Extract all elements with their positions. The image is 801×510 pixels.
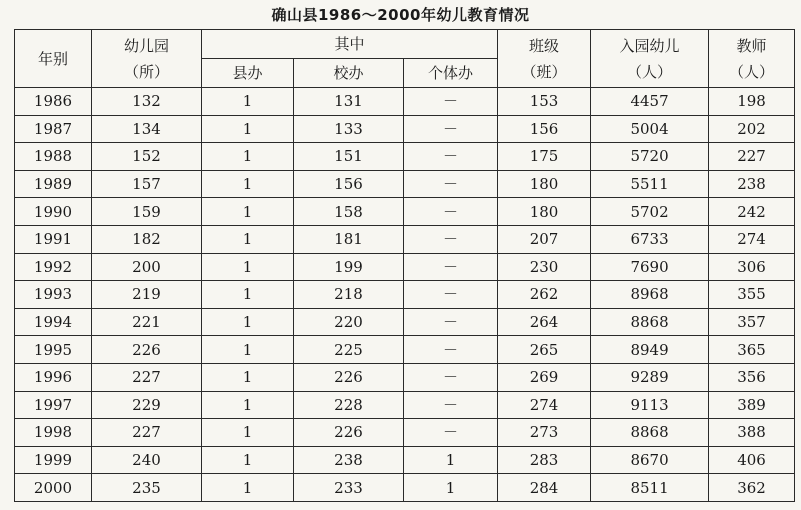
private-run-cell: － xyxy=(404,336,498,364)
kindergarten-education-table xyxy=(14,29,795,502)
private-run-cell: － xyxy=(404,198,498,226)
county-run-cell: 1 xyxy=(202,419,294,447)
school-run-cell: 151 xyxy=(294,143,404,171)
children-cell: 9289 xyxy=(591,363,709,391)
header-classes-label: 班级 xyxy=(529,36,560,55)
county-run-cell: 1 xyxy=(202,391,294,419)
year-cell: 1986 xyxy=(15,88,92,116)
teachers-cell: 238 xyxy=(709,170,795,198)
county-run-cell: 1 xyxy=(202,474,294,502)
table-row xyxy=(15,308,795,336)
school-run-cell: 131 xyxy=(294,88,404,116)
header-kindergarten-label: 幼儿园 xyxy=(123,36,169,55)
header-teachers xyxy=(709,30,795,88)
teachers-cell: 362 xyxy=(709,474,795,502)
teachers-cell: 406 xyxy=(709,446,795,474)
kindergarten-count-cell: 182 xyxy=(92,225,202,253)
children-cell: 8968 xyxy=(591,281,709,309)
kindergarten-count-cell: 159 xyxy=(92,198,202,226)
header-kindergarten-unit: （所） xyxy=(123,62,169,81)
teachers-cell: 202 xyxy=(709,115,795,143)
kindergarten-count-cell: 226 xyxy=(92,336,202,364)
teachers-cell: 227 xyxy=(709,143,795,171)
classes-cell: 230 xyxy=(498,253,591,281)
table-row xyxy=(15,225,795,253)
table-body xyxy=(15,88,795,502)
school-run-cell: 158 xyxy=(294,198,404,226)
year-cell: 1987 xyxy=(15,115,92,143)
county-run-cell: 1 xyxy=(202,253,294,281)
header-county: 县办 xyxy=(202,59,294,88)
table-title: 确山县1986～2000年幼儿教育情况 xyxy=(271,6,530,24)
year-cell: 1988 xyxy=(15,143,92,171)
school-run-cell: 220 xyxy=(294,308,404,336)
children-cell: 8868 xyxy=(591,308,709,336)
table-row xyxy=(15,446,795,474)
county-run-cell: 1 xyxy=(202,308,294,336)
classes-cell: 284 xyxy=(498,474,591,502)
table-row xyxy=(15,336,795,364)
table-header xyxy=(15,30,795,88)
kindergarten-count-cell: 157 xyxy=(92,170,202,198)
kindergarten-count-cell: 235 xyxy=(92,474,202,502)
classes-cell: 175 xyxy=(498,143,591,171)
table-row xyxy=(15,474,795,502)
table-row xyxy=(15,391,795,419)
school-run-cell: 226 xyxy=(294,419,404,447)
classes-cell: 265 xyxy=(498,336,591,364)
children-cell: 5004 xyxy=(591,115,709,143)
county-run-cell: 1 xyxy=(202,198,294,226)
county-run-cell: 1 xyxy=(202,225,294,253)
teachers-cell: 388 xyxy=(709,419,795,447)
classes-cell: 153 xyxy=(498,88,591,116)
private-run-cell: － xyxy=(404,253,498,281)
county-run-cell: 1 xyxy=(202,170,294,198)
header-among: 其中 xyxy=(202,30,498,59)
table-row xyxy=(15,170,795,198)
teachers-cell: 389 xyxy=(709,391,795,419)
kindergarten-count-cell: 227 xyxy=(92,363,202,391)
year-cell: 1995 xyxy=(15,336,92,364)
classes-cell: 156 xyxy=(498,115,591,143)
private-run-cell: 1 xyxy=(404,446,498,474)
header-private: 个体办 xyxy=(404,59,498,88)
year-cell: 1996 xyxy=(15,363,92,391)
teachers-cell: 355 xyxy=(709,281,795,309)
school-run-cell: 133 xyxy=(294,115,404,143)
header-classes-unit: （班） xyxy=(521,62,567,81)
kindergarten-count-cell: 134 xyxy=(92,115,202,143)
header-children xyxy=(591,30,709,88)
teachers-cell: 242 xyxy=(709,198,795,226)
children-cell: 5720 xyxy=(591,143,709,171)
private-run-cell: － xyxy=(404,88,498,116)
school-run-cell: 238 xyxy=(294,446,404,474)
classes-cell: 180 xyxy=(498,198,591,226)
kindergarten-count-cell: 240 xyxy=(92,446,202,474)
school-run-cell: 156 xyxy=(294,170,404,198)
classes-cell: 274 xyxy=(498,391,591,419)
classes-cell: 269 xyxy=(498,363,591,391)
children-cell: 8868 xyxy=(591,419,709,447)
table-row xyxy=(15,88,795,116)
year-cell: 1998 xyxy=(15,419,92,447)
teachers-cell: 274 xyxy=(709,225,795,253)
children-cell: 4457 xyxy=(591,88,709,116)
private-run-cell: － xyxy=(404,170,498,198)
table-row xyxy=(15,198,795,226)
private-run-cell: 1 xyxy=(404,474,498,502)
header-teachers-unit: （人） xyxy=(729,62,775,81)
children-cell: 6733 xyxy=(591,225,709,253)
county-run-cell: 1 xyxy=(202,363,294,391)
children-cell: 5511 xyxy=(591,170,709,198)
teachers-cell: 356 xyxy=(709,363,795,391)
private-run-cell: － xyxy=(404,391,498,419)
school-run-cell: 199 xyxy=(294,253,404,281)
year-cell: 1991 xyxy=(15,225,92,253)
year-cell: 1993 xyxy=(15,281,92,309)
classes-cell: 180 xyxy=(498,170,591,198)
classes-cell: 264 xyxy=(498,308,591,336)
year-cell: 1990 xyxy=(15,198,92,226)
kindergarten-count-cell: 219 xyxy=(92,281,202,309)
header-year: 年别 xyxy=(15,30,92,88)
table-row xyxy=(15,143,795,171)
header-kindergarten xyxy=(92,30,202,88)
county-run-cell: 1 xyxy=(202,336,294,364)
year-cell: 1997 xyxy=(15,391,92,419)
classes-cell: 262 xyxy=(498,281,591,309)
header-classes xyxy=(498,30,591,88)
children-cell: 8949 xyxy=(591,336,709,364)
table-row xyxy=(15,419,795,447)
private-run-cell: － xyxy=(404,308,498,336)
classes-cell: 273 xyxy=(498,419,591,447)
school-run-cell: 226 xyxy=(294,363,404,391)
kindergarten-count-cell: 200 xyxy=(92,253,202,281)
header-children-unit: （人） xyxy=(627,62,673,81)
private-run-cell: － xyxy=(404,143,498,171)
kindergarten-count-cell: 227 xyxy=(92,419,202,447)
children-cell: 7690 xyxy=(591,253,709,281)
year-cell: 1999 xyxy=(15,446,92,474)
table-row xyxy=(15,363,795,391)
header-children-label: 入园幼儿 xyxy=(619,36,680,55)
kindergarten-count-cell: 221 xyxy=(92,308,202,336)
classes-cell: 283 xyxy=(498,446,591,474)
table-row xyxy=(15,281,795,309)
kindergarten-count-cell: 132 xyxy=(92,88,202,116)
school-run-cell: 225 xyxy=(294,336,404,364)
year-cell: 2000 xyxy=(15,474,92,502)
teachers-cell: 357 xyxy=(709,308,795,336)
teachers-cell: 365 xyxy=(709,336,795,364)
private-run-cell: － xyxy=(404,115,498,143)
county-run-cell: 1 xyxy=(202,281,294,309)
table-row xyxy=(15,253,795,281)
county-run-cell: 1 xyxy=(202,446,294,474)
header-school: 校办 xyxy=(294,59,404,88)
county-run-cell: 1 xyxy=(202,88,294,116)
header-teachers-label: 教师 xyxy=(736,36,767,55)
classes-cell: 207 xyxy=(498,225,591,253)
children-cell: 9113 xyxy=(591,391,709,419)
year-cell: 1992 xyxy=(15,253,92,281)
private-run-cell: － xyxy=(404,419,498,447)
school-run-cell: 181 xyxy=(294,225,404,253)
school-run-cell: 228 xyxy=(294,391,404,419)
county-run-cell: 1 xyxy=(202,143,294,171)
teachers-cell: 198 xyxy=(709,88,795,116)
teachers-cell: 306 xyxy=(709,253,795,281)
year-cell: 1994 xyxy=(15,308,92,336)
kindergarten-count-cell: 229 xyxy=(92,391,202,419)
private-run-cell: － xyxy=(404,225,498,253)
children-cell: 5702 xyxy=(591,198,709,226)
school-run-cell: 233 xyxy=(294,474,404,502)
year-cell: 1989 xyxy=(15,170,92,198)
private-run-cell: － xyxy=(404,363,498,391)
private-run-cell: － xyxy=(404,281,498,309)
children-cell: 8511 xyxy=(591,474,709,502)
children-cell: 8670 xyxy=(591,446,709,474)
kindergarten-count-cell: 152 xyxy=(92,143,202,171)
county-run-cell: 1 xyxy=(202,115,294,143)
table-row xyxy=(15,115,795,143)
school-run-cell: 218 xyxy=(294,281,404,309)
